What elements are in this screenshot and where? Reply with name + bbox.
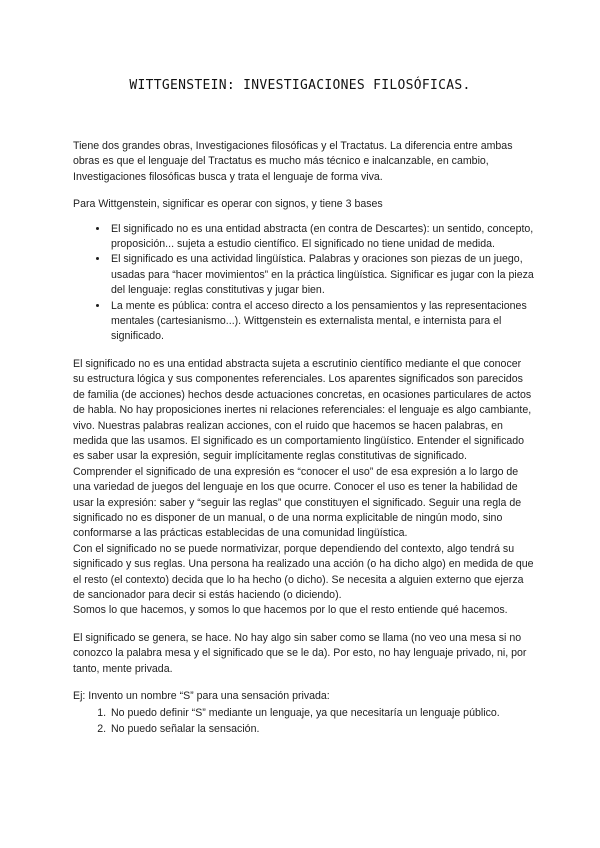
paragraph: Somos lo que hacemos, y somos lo que hacemos por lo que el resto entiende qué hacemos. <box>73 604 508 617</box>
page-title: WITTGENSTEIN: INVESTIGACIONES FILOSÓFICAS. <box>129 78 471 93</box>
paragraph: Comprender el significado de una expresión es “conocer el uso” de esa expresión a lo largo de una variedad de juegos del lenguaje en los que ocurre. Conocer el uso es tener la habilidad de usar la expresión: saber y “seguir las reglas” que constituyen el significado. Seguir una regla de significado no es disponer de un manual, o de una norma explicitable de ningún modo, sino conformarse a las prácticas establecidas de una comunidad lingüística. <box>73 465 522 540</box>
bases-intro: Para Wittgenstein, significar es operar con signos, y tiene 3 bases <box>73 198 383 211</box>
example-list <box>73 706 535 737</box>
list-item: • El significado es una actividad lingüística. Palabras y oraciones son piezas de un juego, usadas para “hacer movimientos” en la práctica lingüística. Significar es jugar con la pieza del lenguaje: reglas constitutivas y jugar bien. <box>109 252 535 298</box>
example-intro: Ej: Invento un nombre “S” para una sensación privada: <box>73 690 330 702</box>
list-item: 2. No puedo señalar la sensación. <box>109 722 535 737</box>
document-body <box>73 139 535 737</box>
bases-list <box>73 222 535 345</box>
paragraph: El significado no es una entidad abstracta sujeta a escrutinio científico mediante el que conocer su estructura lógica y sus componentes referenciales. Los aparentes significados son parecidos de familia (de acciones) hechos desde actuaciones concretas, en ocasiones particulares de actos de habla. No hay proposiciones inertes ni relaciones referenciales: el lenguaje es algo cambiante, vivo. Nuestras palabras realizan acciones, con el ruido que hacemos se hacen palabras, en medida que las usamos. El significado es un comportamiento lingüístico. Entender el significado es saber usar la expresión, seguir implícitamente reglas constitutivas de significado. <box>73 357 532 463</box>
list-item: • El significado no es una entidad abstracta (en contra de Descartes): un sentido, concepto, proposición... sujeta a estudio científico. El significado no tiene unidad de medida. <box>109 222 535 253</box>
list-item: 1. No puedo definir “S” mediante un lenguaje, ya que necesitaría un lenguaje público. <box>109 706 535 721</box>
conclusion-paragraph: El significado se genera, se hace. No hay algo sin saber como se llama (no veo una mesa si no conozco la palabra mesa y el significado que se le da). Por esto, no hay lenguaje privado, ni, por tanto, mente privada. <box>73 631 527 675</box>
intro-paragraph: Tiene dos grandes obras, Investigaciones filosóficas y el Tractatus. La diferencia entre ambas obras es que el lenguaje del Tractatus es mucho más técnico e inalcanzable, en cambio, Investigaciones filosóficas busca y trata el lenguaje de forma viva. <box>73 140 513 183</box>
list-item: • La mente es pública: contra el acceso directo a los pensamientos y las representaciones mentales (cartesianismo...). Wittgenstein es externalista mental, e internista para el significado. <box>109 299 535 345</box>
paragraph: Con el significado no se puede normativizar, porque dependiendo del contexto, algo tendrá su significado y sus reglas. Una persona ha realizado una acción (o ha dicho algo) en medida de que el resto (el contexto) decida que lo ha hecho (o dicho). Se necesita a alguien externo que ejerza de sancionador para decir si estás haciendo (o diciendo). <box>73 542 534 601</box>
